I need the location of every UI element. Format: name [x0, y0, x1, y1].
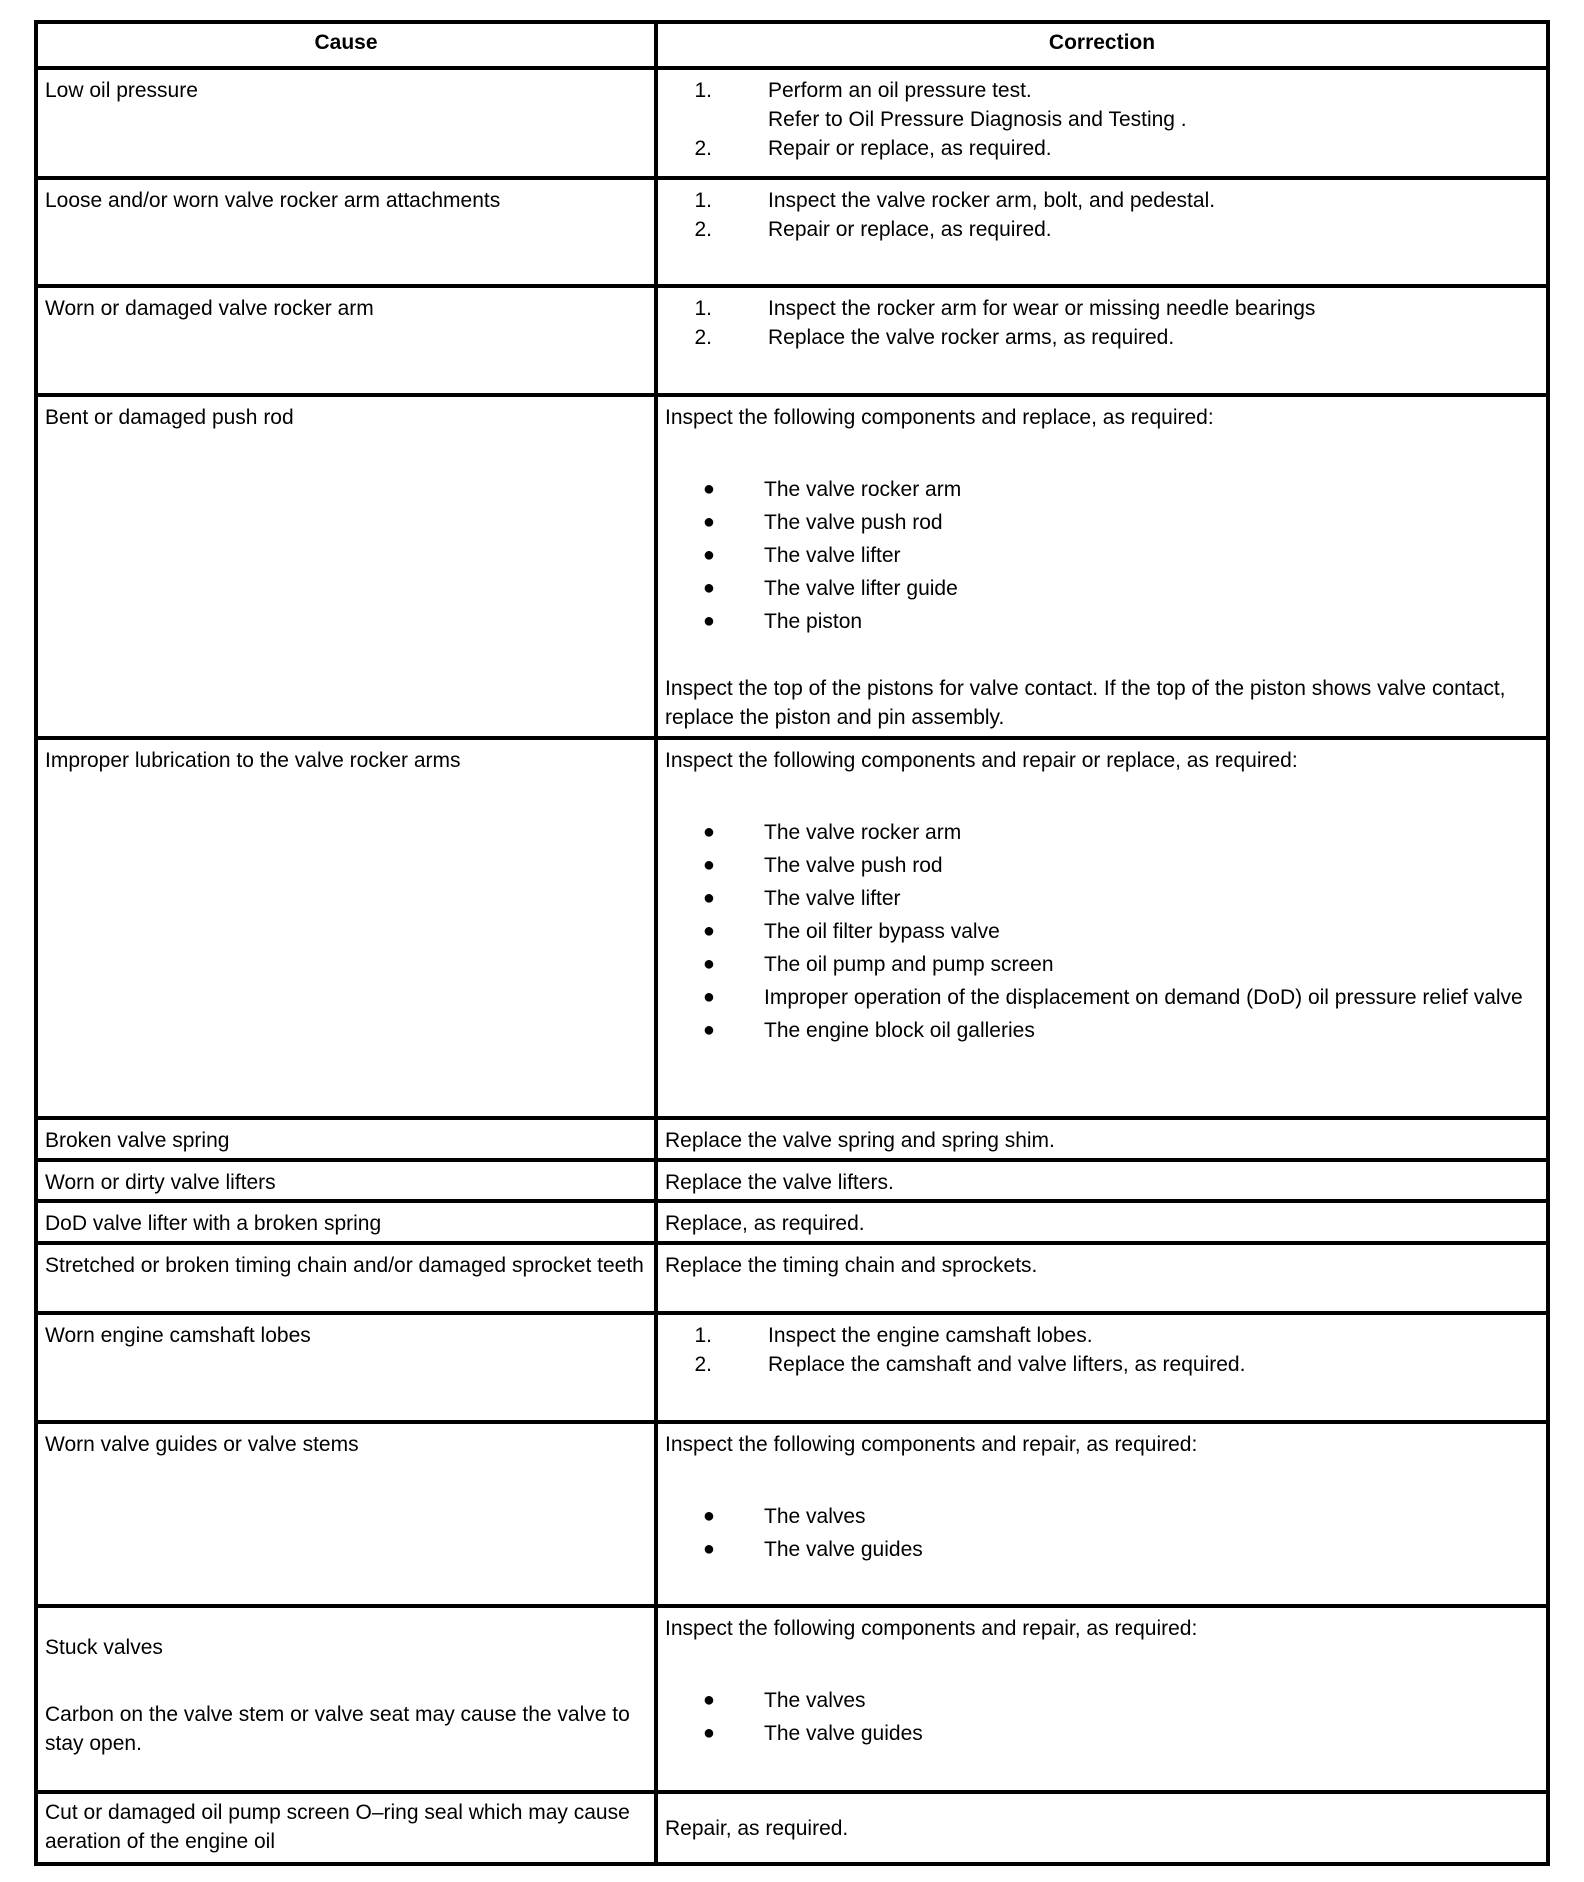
cause-cell [38, 70, 658, 176]
cause-cell [38, 1608, 658, 1790]
bullet-item [665, 1686, 1539, 1715]
bullet-icon: ● [702, 854, 715, 876]
bullet-text: The valve lifter [764, 887, 901, 910]
step-item [665, 186, 1539, 215]
step-text [732, 76, 1539, 134]
cause-text: Worn engine camshaft lobes [45, 1324, 311, 1347]
cause-cell [38, 180, 658, 284]
correction-text: Replace the valve spring and spring shim. [665, 1129, 1055, 1152]
cause-cell [38, 288, 658, 393]
table-row [38, 1420, 1546, 1604]
correction-text: Replace the valve lifters. [665, 1171, 894, 1194]
cause-text: DoD valve lifter with a broken spring [45, 1212, 382, 1235]
bullet-item [665, 950, 1539, 979]
correction-cell [658, 180, 1546, 284]
cause-text: Stretched or broken timing chain and/or damaged sprocket teeth [45, 1254, 644, 1277]
table-row [38, 1199, 1546, 1241]
bullet-icon: ● [702, 1505, 715, 1527]
bullet-item [665, 1502, 1539, 1531]
cause-text: Loose and/or worn valve rocker arm attachments [45, 189, 501, 212]
cause-cell [38, 1245, 658, 1311]
step-line: Inspect the valve rocker arm, bolt, and pedestal. [768, 189, 1216, 212]
bullet-icon: ● [702, 511, 715, 533]
correction-note: Inspect the top of the pistons for valve contact. If the top of the piston shows valve contact, replace the piston and pin assembly. [665, 677, 1506, 729]
correction-cell [658, 1120, 1546, 1158]
correction-cell [658, 1794, 1546, 1862]
correction-cell [658, 1424, 1546, 1604]
bullet-text: The valve guides [764, 1722, 923, 1745]
bullet-icon: ● [702, 478, 715, 500]
step-number: 2. [694, 218, 712, 241]
step-text [732, 215, 1539, 244]
step-text [732, 134, 1539, 163]
step-line: Perform an oil pressure test. [768, 79, 1032, 102]
table-row [38, 736, 1546, 1116]
bullet-item [665, 1719, 1539, 1748]
bullet-item [665, 508, 1539, 537]
bullet-item [665, 1016, 1539, 1045]
bullet-text: The valves [764, 1505, 866, 1528]
numbered-steps [665, 294, 1539, 352]
bullet-icon: ● [702, 610, 715, 632]
correction-text: Replace the timing chain and sprockets. [665, 1254, 1038, 1277]
correction-cell [658, 1245, 1546, 1311]
step-number: 1. [694, 189, 712, 212]
cause-text: Bent or damaged push rod [45, 406, 294, 429]
step-text [732, 294, 1539, 323]
cause-cell [38, 1424, 658, 1604]
cause-text: Worn or damaged valve rocker arm [45, 297, 374, 320]
cause-text: Broken valve spring [45, 1129, 230, 1152]
cause-cell [38, 1162, 658, 1199]
bullet-icon: ● [702, 953, 715, 975]
bullet-text: The valve guides [764, 1538, 923, 1561]
correction-cell [658, 740, 1546, 1116]
step-number: 1. [694, 297, 712, 320]
correction-cell [658, 288, 1546, 393]
step-number: 1. [694, 1324, 712, 1347]
table-row [38, 1604, 1546, 1790]
correction-intro: Inspect the following components and repair or replace, as required: [665, 749, 1298, 772]
step-line: Refer to Oil Pressure Diagnosis and Testing . [768, 108, 1187, 131]
table-row [38, 176, 1546, 284]
step-line: Inspect the rocker arm for wear or missing needle bearings [768, 297, 1316, 320]
step-line: Repair or replace, as required. [768, 137, 1052, 160]
bullet-item [665, 884, 1539, 913]
bullet-item [665, 574, 1539, 603]
table-row [38, 1158, 1546, 1199]
component-list [665, 1686, 1539, 1748]
correction-cell [658, 1315, 1546, 1420]
bullet-icon: ● [702, 821, 715, 843]
numbered-steps [665, 76, 1539, 163]
cause-cell [38, 397, 658, 736]
table-row [38, 66, 1546, 176]
cause-text: Improper lubrication to the valve rocker arms [45, 749, 461, 772]
bullet-item [665, 607, 1539, 636]
correction-cell [658, 1608, 1546, 1790]
step-item [665, 215, 1539, 244]
bullet-item [665, 983, 1539, 1012]
step-text [732, 186, 1539, 215]
bullet-icon: ● [702, 544, 715, 566]
bullet-icon: ● [702, 1689, 715, 1711]
step-text [732, 1321, 1539, 1350]
bullet-item [665, 851, 1539, 880]
bullet-icon: ● [702, 920, 715, 942]
bullet-item [665, 917, 1539, 946]
correction-text: Replace, as required. [665, 1212, 865, 1235]
step-text [732, 323, 1539, 352]
step-text [732, 1350, 1539, 1379]
correction-intro: Inspect the following components and replace, as required: [665, 406, 1214, 429]
step-number: 2. [694, 137, 712, 160]
step-line: Inspect the engine camshaft lobes. [768, 1324, 1093, 1347]
cause-text: Cut or damaged oil pump screen O–ring seal which may cause aeration of the engine oil [45, 1801, 630, 1853]
step-number: 1. [694, 79, 712, 102]
step-line: Repair or replace, as required. [768, 218, 1052, 241]
table-row [38, 284, 1546, 393]
correction-text: Repair, as required. [665, 1817, 849, 1840]
component-list [665, 1502, 1539, 1564]
numbered-steps [665, 186, 1539, 244]
bullet-icon: ● [702, 1722, 715, 1744]
correction-intro: Inspect the following components and repair, as required: [665, 1617, 1198, 1640]
table-row [38, 1790, 1546, 1862]
bullet-text: The valve lifter [764, 544, 901, 567]
bullet-text: The piston [764, 610, 863, 633]
correction-intro: Inspect the following components and repair, as required: [665, 1433, 1198, 1456]
diagnosis-table [34, 20, 1550, 1866]
bullet-icon: ● [702, 1019, 715, 1041]
cause-text: Stuck valves [45, 1636, 163, 1659]
table-row [38, 1311, 1546, 1420]
bullet-icon: ● [702, 887, 715, 909]
correction-cell [658, 1203, 1546, 1241]
component-list [665, 818, 1539, 1045]
cause-cell [38, 1315, 658, 1420]
bullet-text: The oil filter bypass valve [764, 920, 1000, 943]
bullet-item [665, 1535, 1539, 1564]
bullet-icon: ● [702, 577, 715, 599]
bullet-item [665, 818, 1539, 847]
bullet-text: Improper operation of the displacement on demand (DoD) oil pressure relief valve [764, 986, 1523, 1009]
bullet-text: The engine block oil galleries [764, 1019, 1035, 1042]
bullet-item [665, 475, 1539, 504]
bullet-item [665, 541, 1539, 570]
bullet-text: The valve lifter guide [764, 577, 958, 600]
correction-cell [658, 70, 1546, 176]
bullet-text: The oil pump and pump screen [764, 953, 1054, 976]
bullet-icon: ● [702, 986, 715, 1008]
bullet-text: The valve push rod [764, 854, 943, 877]
step-item [665, 294, 1539, 323]
bullet-text: The valve push rod [764, 511, 943, 534]
table-row [38, 1116, 1546, 1158]
step-number: 2. [694, 1353, 712, 1376]
cause-cell [38, 1794, 658, 1862]
bullet-text: The valve rocker arm [764, 478, 962, 501]
cause-text: Low oil pressure [45, 79, 198, 102]
step-line: Replace the camshaft and valve lifters, as required. [768, 1353, 1246, 1376]
table-row [38, 1241, 1546, 1311]
step-line: Replace the valve rocker arms, as required. [768, 326, 1175, 349]
step-item [665, 323, 1539, 352]
table-row [38, 393, 1546, 736]
step-number: 2. [694, 326, 712, 349]
bullet-text: The valve rocker arm [764, 821, 962, 844]
numbered-steps [665, 1321, 1539, 1379]
step-item [665, 1350, 1539, 1379]
cause-text: Worn valve guides or valve stems [45, 1433, 359, 1456]
header-correction: Correction [1048, 31, 1156, 54]
cause-cell [38, 1203, 658, 1241]
header-cause: Cause [38, 24, 658, 66]
correction-cell [658, 1162, 1546, 1199]
cause-cell [38, 740, 658, 1116]
component-list [665, 475, 1539, 636]
cause-note: Carbon on the valve stem or valve seat may cause the valve to stay open. [45, 1703, 630, 1755]
step-item [665, 1321, 1539, 1350]
step-item [665, 76, 1539, 134]
cause-text: Worn or dirty valve lifters [45, 1171, 276, 1194]
correction-cell [658, 397, 1546, 736]
cause-cell [38, 1120, 658, 1158]
bullet-icon: ● [702, 1538, 715, 1560]
bullet-text: The valves [764, 1689, 866, 1712]
table-header-row [38, 24, 1546, 66]
step-item [665, 134, 1539, 163]
